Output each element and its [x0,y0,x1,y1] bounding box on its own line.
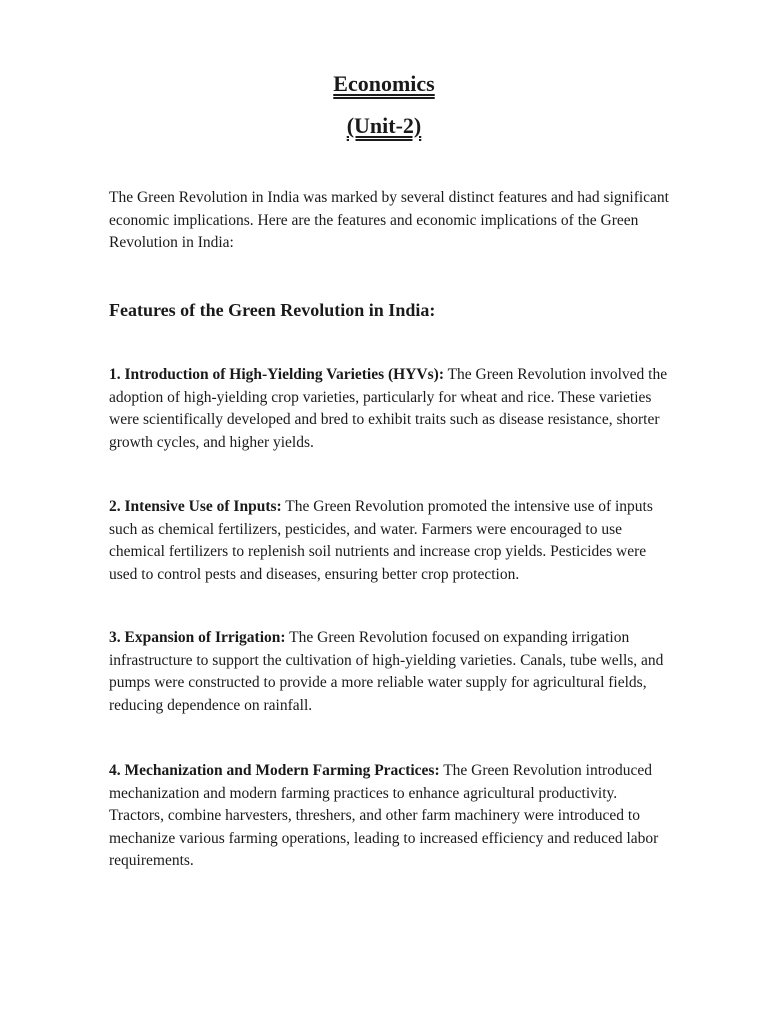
feature-item-inputs [109,496,669,586]
title-text: Economics [333,71,435,96]
feature-text: The Green Revolution promoted the intensive use of inputs such as chemical fertilizers, pesticides, and water. Farmers were encouraged to use chemical fertilizers to replenish soil nutrients and increase crop yields. Pesticides were used to control pests and diseases, ensuring better crop protection. [109,498,653,583]
feature-lead: 3. Expansion of Irrigation: [109,629,286,646]
feature-text: The Green Revolution introduced mechanization and modern farming practices to enhance agricultural productivity. Tractors, combine harvesters, threshers, and other farm machinery were introduced to mechanize various farming operations, leading to increased efficiency and reduced labor requirements. [109,762,659,869]
feature-text: The Green Revolution involved the adoption of high-yielding crop varieties, particularly for wheat and rice. These varieties were scientifically developed and bred to exhibit traits such as disease resistance, shorter growth cycles, and higher yields. [109,366,668,451]
features-heading: Features of the Green Revolution in India: [109,300,436,320]
subtitle-text: (Unit-2) [346,113,422,138]
feature-lead: 2. Intensive Use of Inputs: [109,498,282,515]
feature-lead: 4. Mechanization and Modern Farming Practices: [109,762,440,779]
feature-lead: 1. Introduction of High-Yielding Varieties (HYVs): [109,366,444,383]
intro-paragraph: The Green Revolution in India was marked by several distinct features and had significant economic implications. Here are the features and economic implications of the Green Revolution in India: [109,189,669,251]
feature-text: The Green Revolution focused on expanding irrigation infrastructure to support the cultivation of high-yielding varieties. Canals, tube wells, and pumps were constructed to provide a more reliable water supply for agricultural fields, reducing dependence on rainfall. [109,629,664,714]
document-title [0,70,768,98]
feature-item-mechanization [109,760,669,873]
document-subtitle [0,112,768,140]
feature-item-hyv [109,364,669,454]
feature-item-irrigation [109,627,669,717]
